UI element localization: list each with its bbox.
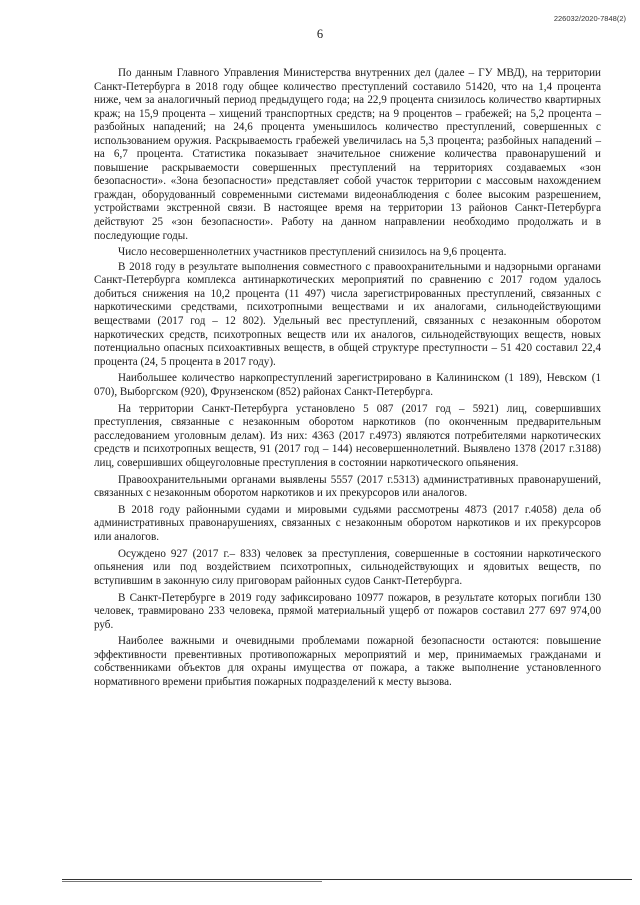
paragraph-convicted: Осуждено 927 (2017 г.– 833) человек за преступления, совершенные в состоянии наркотического опьянения или под воздействием психотропных, сильнодействующих и ядовитых веществ, по вступившим в законную силу приговорам районных судов Санкт-Петербурга. xyxy=(94,547,601,587)
paragraph-fires: В Санкт-Петербурге в 2019 году зафиксировано 10977 пожаров, в результате которых погибли 130 человек, травмировано 233 человека, прямой материальный ущерб от пожаров составил 277 697 974,00 руб. xyxy=(94,591,601,631)
paragraph-admin-violations: Правоохранительными органами выявлены 5557 (2017 г.5313) административных правонарушений, связанных с незаконным оборотом наркотиков и их прекурсоров или аналогов. xyxy=(94,473,601,500)
document-body xyxy=(94,67,601,693)
paragraph-antidrug: В 2018 году в результате выполнения совместного с правоохранительными и надзорными органами Санкт-Петербурга комплекса антинаркотических мероприятий по сравнению с 2017 годом удалось добиться снижения на 10,2 процента (11 497) числа зарегистрированных преступлений, связанных с наркотическими средствами, психотропными веществами и их аналогами, сильнодействующими веществами (2017 год – 12 802). Удельный вес преступлений, связанных с незаконным оборотом наркотических средств, психотропных веществ или их аналогов, сильнодействующих веществ, новых потенциально опасных психоактивных веществ, в общей структуре преступности – 51 420 составил 22,4 процента (24, 5 процента в 2017 году). xyxy=(94,260,601,368)
paragraph-minors: Число несовершеннолетних участников преступлений снизилось на 9,6 процента. xyxy=(118,246,507,259)
footer-rule xyxy=(62,879,632,880)
paragraph-drug-districts: Наибольшее количество наркопреступлений зарегистрировано в Калининском (1 189), Невском (1 070), Выборгском (920), Фрунзенском (852) районах Санкт-Петербурга. xyxy=(94,372,601,398)
paragraph-court-cases: В 2018 году районными судами и мировыми судьями рассмотрены 4873 (2017 г.4058) дела об административных правонарушениях, связанных с незаконным оборотом наркотиков и их прекурсоров или аналогов. xyxy=(94,503,601,543)
page-number: 6 xyxy=(316,27,324,41)
document-id: 226032/2020-7848(2) xyxy=(553,14,626,23)
paragraph-fire-safety: Наиболее важными и очевидными проблемами пожарной безопасности остаются: повышение эффективности превентивных противопожарных мероприятий и мер, принимаемых гражданами и собственниками объектов для охраны имущества от пожара, а также выполнение установленного нормативного времени прибытия пожарных подразделений к месту вызова. xyxy=(94,635,601,689)
paragraph-drug-offenders: На территории Санкт-Петербурга установлено 5 087 (2017 год – 5921) лиц, совершивших преступления, связанные с незаконным оборотом наркотиков (по оконченным предварительным расследованием уголовным делам). Из них: 4363 (2017 г.4973) являются потребителями наркотических средств и психотропных веществ, 91 (2017 год – 144) несовершеннолетний. Выявлено 1378 (2017 г.3188) лиц, совершивших общеуголовные преступления в состоянии наркотического опьянения. xyxy=(94,402,601,469)
paragraph-crime-stats: По данным Главного Управления Министерства внутренних дел (далее – ГУ МВД), на территории Санкт-Петербурга в 2018 году общее количество преступлений составило 51420, что на 1,4 процента ниже, чем за аналогичный период предыдущего года; на 22,9 процента снизилось количество квартирных краж; на 15,9 процента – хищений транспортных средств; на 9 процентов – грабежей; на 5,2 процента – разбойных нападений; на 24,6 процента уменьшилось количество преступлений, совершенных с использованием оружия. Раскрываемость грабежей увеличилась на 5,3 процента; разбойных нападений – на 6,7 процента. Статистика показывает значительное снижение количества правонарушений и повышение раскрываемости совершенных преступлений на территориях создаваемых «зон безопасности». «Зона безопасности» представляет собой участок территории с массовым нахождением граждан, оборудованный современными системами видеонаблюдения с более высоким разрешением, устройствами экстренной связи. В настоящее время на территории 13 районов Санкт-Петербурга действуют 25 «зон безопасности». Работу на данном направлении необходимо продолжать и в последующие годы. xyxy=(94,67,601,242)
footer-rule-secondary xyxy=(62,881,322,882)
